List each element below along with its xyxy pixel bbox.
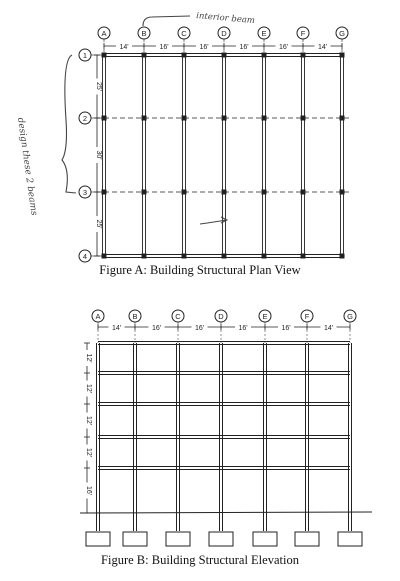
row-spacing-label: 25': [95, 219, 102, 229]
column-marker: [142, 254, 147, 259]
column-spacing-label: 14': [317, 44, 328, 51]
column-marker: [222, 53, 227, 58]
column-marker: [102, 190, 107, 195]
grid-label: G: [339, 29, 345, 38]
ground-line: [80, 512, 372, 513]
column-marker: [102, 116, 107, 121]
grid-label: C: [175, 312, 181, 321]
column-marker: [301, 190, 306, 195]
story-height-label: 12': [85, 383, 92, 394]
column-marker: [142, 190, 147, 195]
grid-label: B: [141, 29, 147, 38]
column-spacing-label: 16': [239, 44, 249, 51]
figure-b-caption: Figure B: Building Structural Elevation: [101, 553, 299, 567]
row-spacing-label: 30': [95, 150, 102, 160]
column-marker: [340, 254, 345, 259]
story-height-label: 12': [85, 353, 92, 363]
footing: [209, 532, 233, 546]
column-spacing-label: 16': [199, 44, 209, 51]
column-marker: [301, 254, 306, 259]
grid-label: F: [304, 312, 310, 321]
footing: [338, 532, 362, 546]
column-spacing-label: 16': [238, 325, 248, 332]
column-marker: [340, 190, 345, 195]
column-marker: [142, 116, 147, 121]
grid-label: C: [181, 29, 187, 38]
column-spacing-label: 14': [119, 44, 129, 51]
pencil-bracket: [62, 55, 76, 193]
handwritten-note: interior beam: [195, 11, 256, 27]
story-height-label: 16': [85, 485, 92, 496]
column-marker: [301, 53, 306, 58]
column-marker: [182, 116, 187, 121]
column-marker: [262, 116, 267, 121]
column-spacing-label: 16': [159, 44, 169, 51]
column-marker: [340, 116, 345, 121]
column-marker: [262, 254, 267, 259]
column-marker: [182, 53, 187, 58]
column-marker: [340, 53, 345, 58]
row-spacing-label: 25': [95, 81, 102, 92]
column-marker: [102, 53, 107, 58]
footing: [295, 532, 319, 546]
column-marker: [262, 53, 267, 58]
footing: [166, 532, 190, 546]
footing: [123, 532, 147, 546]
grid-label: E: [262, 312, 268, 321]
footing: [253, 532, 277, 546]
column-marker: [262, 190, 267, 195]
column-marker: [102, 254, 107, 259]
story-height-label: 12': [85, 447, 92, 458]
elevation-view-drawing: [80, 310, 372, 546]
grid-label: B: [132, 312, 138, 321]
grid-label: 3: [82, 188, 88, 197]
grid-label: E: [261, 29, 267, 38]
column-spacing-label: 14': [111, 325, 122, 332]
column-marker: [142, 53, 147, 58]
grid-label: 4: [82, 252, 88, 261]
grid-label: A: [101, 29, 107, 38]
column-spacing-label: 16': [278, 44, 289, 51]
column-spacing-label: 16': [194, 325, 205, 332]
column-marker: [222, 116, 227, 121]
column-spacing-label: 14': [323, 325, 334, 332]
figure-a-caption: Figure A: Building Structural Plan View: [99, 263, 301, 277]
column-marker: [301, 116, 306, 121]
grid-label: D: [221, 29, 227, 38]
column-marker: [222, 254, 227, 259]
grid-label: G: [347, 312, 353, 321]
handwritten-note: design these 2 beams: [15, 117, 39, 217]
grid-label: D: [218, 312, 224, 321]
grid-label: F: [300, 29, 306, 38]
column-marker: [182, 190, 187, 195]
story-height-label: 12': [85, 415, 92, 426]
column-marker: [222, 190, 227, 195]
pencil-bracket: [143, 16, 190, 26]
grid-label: A: [95, 312, 101, 321]
column-spacing-label: 16': [151, 325, 162, 332]
column-marker: [182, 254, 187, 259]
grid-label: 2: [82, 114, 88, 123]
grid-label: 1: [82, 51, 88, 60]
column-spacing-label: 16': [281, 325, 291, 332]
plan-view-drawing: [15, 11, 350, 262]
footing: [86, 532, 110, 546]
